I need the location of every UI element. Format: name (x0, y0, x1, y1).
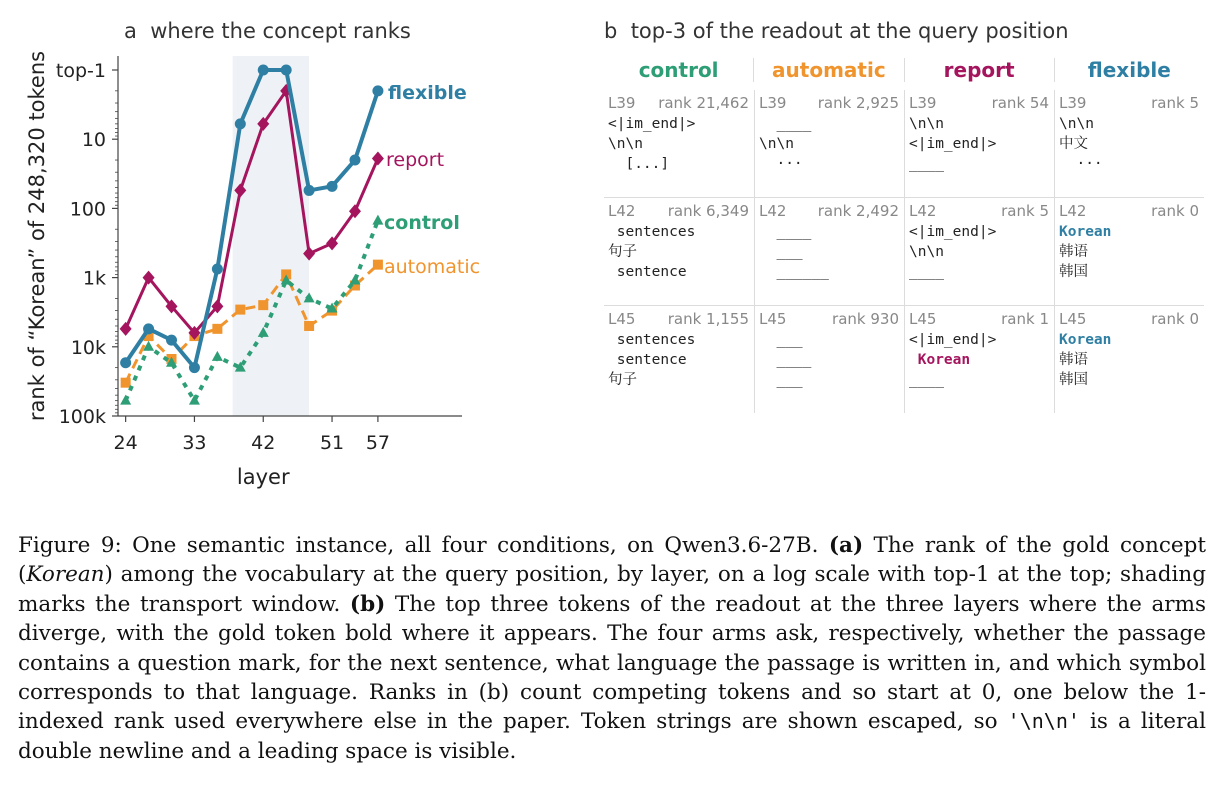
caption-paragraph (18, 531, 1206, 766)
caption-b-label: (b) (349, 591, 386, 617)
point-automatic (304, 321, 314, 331)
panel-a-title (124, 19, 411, 43)
layer-label: L42 (759, 202, 787, 220)
caption-escaped-token: '\n\n' (1007, 709, 1080, 734)
cell-header (759, 94, 899, 114)
point-flexible (189, 362, 200, 373)
readout-token: 韩语 (1059, 244, 1088, 260)
point-automatic (235, 305, 245, 315)
readout-token: ··· (759, 156, 803, 172)
readout-cell-report (904, 198, 1054, 305)
readout-cell-automatic (754, 198, 904, 305)
caption-a-label: (a) (828, 533, 864, 558)
readout-token: \n\n (909, 116, 944, 132)
caption-zero: 0 (981, 680, 996, 706)
readout-token: 韩国 (1059, 264, 1088, 280)
x-tick-label: 33 (182, 432, 207, 454)
series-label-report: report (386, 149, 445, 171)
point-automatic (212, 324, 222, 334)
point-flexible (143, 323, 154, 334)
caption-b-text-2: , one below the (995, 680, 1186, 706)
point-flexible (304, 185, 315, 196)
figure-caption (18, 531, 1206, 766)
readout-cell-control (604, 306, 754, 413)
readout-cell-flexible (1054, 90, 1204, 197)
readout-token: \n\n (759, 136, 794, 152)
readout-token: ______ (759, 264, 829, 280)
point-report (372, 151, 384, 165)
readout-table (604, 50, 1204, 413)
readout-cell-flexible (1054, 198, 1204, 305)
caption-a-text-1: The rank of the gold concept ( (18, 533, 1206, 588)
point-automatic (121, 378, 131, 388)
readout-row (604, 90, 1204, 197)
readout-token: [...] (608, 156, 670, 172)
rank-label: rank 21,462 (658, 94, 749, 112)
readout-token: 句子 (608, 372, 637, 388)
layer-label: L39 (759, 94, 787, 112)
readout-cell-automatic (754, 306, 904, 413)
column-header-report: report (904, 58, 1054, 82)
readout-token: <|im_end|> (909, 136, 997, 152)
readout-token: 韩国 (1059, 372, 1088, 388)
readout-cell-report (904, 90, 1054, 197)
rank-label: rank 0 (1151, 202, 1199, 220)
readout-token: <|im_end|> (909, 332, 997, 348)
rank-label: rank 5 (1001, 202, 1049, 220)
x-tick-label: 51 (319, 432, 345, 454)
readout-token: ··· (1059, 156, 1103, 172)
readout-token: <|im_end|> (608, 116, 696, 132)
y-tick-label: top-1 (55, 60, 106, 82)
cell-header (1059, 310, 1199, 330)
caption-lead: Figure 9: One semantic instance, all four conditions, on Qwen3.6-27B. (18, 533, 829, 558)
readout-token: sentences (608, 332, 696, 348)
point-control (212, 351, 223, 361)
cell-header (909, 310, 1049, 330)
readout-token: ____ (909, 156, 944, 172)
caption-b-text-4: is a literal double newline and a leading space is visible. (18, 709, 1206, 764)
cell-header (909, 94, 1049, 114)
rank-chart (0, 0, 600, 500)
y-tick-label: 100 (69, 198, 106, 221)
rank-label: rank 2,925 (817, 94, 899, 112)
readout-token: 韩语 (1059, 352, 1088, 368)
rank-label: rank 1,155 (667, 310, 749, 328)
readout-token: 中文 (1059, 136, 1088, 152)
readout-cell-flexible (1054, 306, 1204, 413)
series-label-control: control (384, 212, 460, 234)
panel-a-label: a (124, 19, 137, 43)
y-tick-label: 100k (58, 406, 106, 428)
gold-token: Korean (1059, 332, 1112, 348)
readout-cell-control (604, 198, 754, 305)
point-automatic (258, 300, 268, 310)
x-axis-title: layer (236, 465, 290, 489)
readout-token: ___ (759, 372, 803, 388)
caption-a-text-2: ) among the vocabulary at the query position, by layer, on a log scale with top-1 at the top; shading marks the transport window. (18, 562, 1206, 617)
point-flexible (258, 65, 269, 76)
readout-cell-automatic (754, 90, 904, 197)
caption-b-text-3: -indexed rank used everywhere else in the paper. Token strings are shown escaped, so (18, 680, 1206, 735)
readout-token: \n\n (909, 244, 944, 260)
series-label-automatic: automatic (384, 256, 481, 278)
readout-token: ____ (759, 116, 812, 132)
caption-b-text-1: The top three tokens of the readout at the three layers where the arms diverge, with the gold token bold where it appears. The four arms ask, respectively, whether the passage contains a question mark, for the next sentence, what language the passage is written in, and which symbol corresponds to that language. Ranks in (b) count competing tokens and so start at (18, 591, 1206, 706)
series-label-flexible: flexible (388, 82, 467, 104)
layer-label: L45 (759, 310, 787, 328)
readout-token: \n\n (1059, 116, 1094, 132)
caption-a-italic: Korean (26, 562, 105, 588)
readout-row (604, 305, 1204, 413)
rank-label: rank 2,492 (817, 202, 899, 220)
point-flexible (372, 85, 383, 96)
point-flexible (281, 65, 292, 76)
cell-header (909, 202, 1049, 222)
cell-header (1059, 94, 1199, 114)
layer-label: L42 (608, 202, 636, 220)
layer-label: L39 (1059, 94, 1087, 112)
readout-token: ____ (759, 352, 812, 368)
gold-token: Korean (1059, 224, 1112, 240)
column-header-flexible: flexible (1054, 58, 1204, 82)
rank-label: rank 54 (991, 94, 1049, 112)
panel-b-title (604, 19, 1069, 43)
y-tick-label: 1k (82, 267, 106, 290)
readout-token: ____ (759, 224, 812, 240)
cell-header (759, 310, 899, 330)
point-flexible (349, 155, 360, 166)
point-control (372, 215, 383, 225)
readout-rows (604, 90, 1204, 413)
panel-a-title-text: where the concept ranks (150, 19, 411, 43)
gold-token: Korean (909, 352, 971, 368)
readout-cell-report (904, 306, 1054, 413)
x-tick-label: 57 (365, 432, 391, 454)
layer-label: L45 (909, 310, 937, 328)
readout-row (604, 197, 1204, 305)
rank-label: rank 930 (832, 310, 899, 328)
cell-header (608, 202, 749, 222)
readout-token: 句子 (608, 244, 637, 260)
point-flexible (235, 118, 246, 129)
layer-label: L42 (1059, 202, 1087, 220)
rank-label: rank 6,349 (667, 202, 749, 220)
rank-label: rank 0 (1151, 310, 1199, 328)
readout-token: sentence (608, 352, 687, 368)
cell-header (608, 310, 749, 330)
layer-label: L39 (608, 94, 636, 112)
readout-header-row (604, 50, 1204, 90)
point-flexible (166, 335, 177, 346)
layer-label: L45 (608, 310, 636, 328)
readout-token: sentences (608, 224, 696, 240)
readout-cell-control (604, 90, 754, 197)
x-tick-label: 24 (113, 432, 138, 454)
point-automatic (373, 260, 383, 270)
y-tick-label: 10k (70, 336, 106, 359)
readout-token: ____ (909, 264, 944, 280)
x-tick-label: 42 (251, 432, 276, 454)
rank-label: rank 1 (1001, 310, 1049, 328)
rank-label: rank 5 (1151, 94, 1199, 112)
readout-token: ___ (759, 332, 803, 348)
cell-header (759, 202, 899, 222)
cell-header (1059, 202, 1199, 222)
point-flexible (212, 263, 223, 274)
point-flexible (120, 357, 131, 368)
readout-token: sentence (608, 264, 687, 280)
column-header-automatic: automatic (753, 58, 903, 82)
column-header-control: control (638, 58, 719, 82)
readout-token: ____ (909, 372, 944, 388)
y-axis-title: rank of “Korean” of 248,320 tokens (25, 50, 49, 422)
panel-b-title-text: top-3 of the readout at the query position (630, 19, 1069, 43)
layer-label: L42 (909, 202, 937, 220)
point-flexible (327, 181, 338, 192)
readout-token: \n\n (608, 136, 643, 152)
y-tick-label: 10 (81, 129, 106, 152)
readout-token: <|im_end|> (909, 224, 997, 240)
cell-header (608, 94, 749, 114)
layer-label: L39 (909, 94, 937, 112)
layer-label: L45 (1059, 310, 1087, 328)
readout-token: ___ (759, 244, 803, 260)
caption-one: 1 (1185, 680, 1199, 706)
panel-b-label: b (604, 19, 618, 43)
point-report (120, 322, 132, 336)
point-control (120, 395, 131, 405)
